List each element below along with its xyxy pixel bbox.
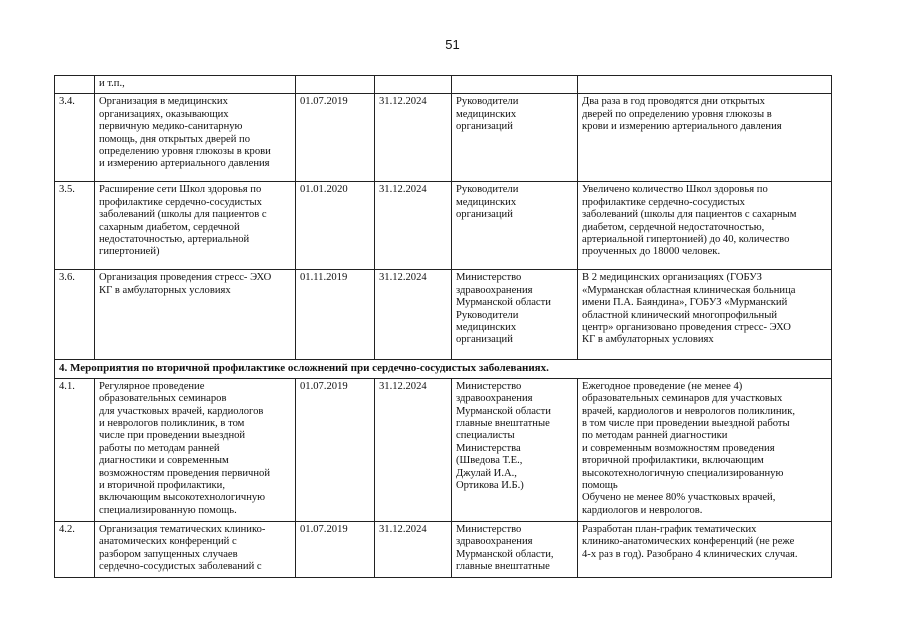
cell-measure-name: Организация в медицинских организациях, оказывающих первичную медико-санитарную помощь, дня открытых дверей по определению уровня глюкозы в крови и измерению артериального давления — [95, 94, 296, 182]
cell-end-date: 31.12.2024 — [375, 521, 452, 577]
cell-number — [55, 76, 95, 94]
cell-end-date: 31.12.2024 — [375, 182, 452, 270]
cell-responsible: Руководители медицинских организаций — [452, 94, 578, 182]
table-row — [55, 521, 832, 577]
cell-start-date: 01.11.2019 — [296, 270, 375, 360]
cell-result: Ежегодное проведение (не менее 4) образовательных семинаров для участковых врачей, кардиологов и неврологов поликлиник, в том числе при проведении выездной работы по методам ранней диагностики и современным возможностям проведения вторичной профилактики, включающим высокотехнологичную специализированную помощь Обучено не менее 80% участковых врачей, кардиологов и неврологов. — [578, 378, 832, 521]
cell-end-date — [375, 76, 452, 94]
cell-end-date: 31.12.2024 — [375, 378, 452, 521]
section-row — [55, 360, 832, 378]
section-heading: 4. Мероприятия по вторичной профилактике осложнений при сердечно-сосудистых заболеваниях. — [55, 360, 832, 378]
table-row — [55, 76, 832, 94]
cell-start-date: 01.07.2019 — [296, 378, 375, 521]
cell-end-date: 31.12.2024 — [375, 270, 452, 360]
cell-responsible: Министерство здравоохранения Мурманской области Руководители медицинских организаций — [452, 270, 578, 360]
cell-measure-name: Расширение сети Школ здоровья по профилактике сердечно-сосудистых заболеваний (школы для пациентов с сахарным диабетом, сердечной недостаточностью, артериальной гипертонией) — [95, 182, 296, 270]
cell-number: 3.4. — [55, 94, 95, 182]
cell-start-date — [296, 76, 375, 94]
cell-responsible: Руководители медицинских организаций — [452, 182, 578, 270]
table-row — [55, 378, 832, 521]
cell-result: В 2 медицинских организациях (ГОБУЗ «Мурманская областная клиническая больница имени П.А. Баяндина», ГОБУЗ «Мурманский областной клинический многопрофильный центр» организовано проведения стресс- ЭХО КГ в амбулаторных условиях — [578, 270, 832, 360]
cell-responsible: Министерство здравоохранения Мурманской области, главные внештатные — [452, 521, 578, 577]
cell-result — [578, 76, 832, 94]
cell-measure-name: Организация проведения стресс- ЭХО КГ в амбулаторных условиях — [95, 270, 296, 360]
cell-measure-name: и т.п., — [95, 76, 296, 94]
cell-start-date: 01.07.2019 — [296, 94, 375, 182]
cell-result: Разработан план-график тематических клинико-анатомических конференций (не реже 4-х раз в год). Разобрано 4 клинических случая. — [578, 521, 832, 577]
cell-end-date: 31.12.2024 — [375, 94, 452, 182]
cell-responsible: Министерство здравоохранения Мурманской области главные внештатные специалисты Министерства (Шведова Т.Е., Джулай И.А., Ортикова И.Б.) — [452, 378, 578, 521]
cell-result: Увеличено количество Школ здоровья по профилактике сердечно-сосудистых заболеваний (школы для пациентов с сахарным диабетом, сердечной недостаточностью, артериальной гипертонией) до 40, количество проученных до 18000 человек. — [578, 182, 832, 270]
cell-number: 4.2. — [55, 521, 95, 577]
table-row — [55, 270, 832, 360]
cell-number: 4.1. — [55, 378, 95, 521]
table-row — [55, 182, 832, 270]
cell-start-date: 01.01.2020 — [296, 182, 375, 270]
page-number: 51 — [445, 37, 460, 52]
cell-number: 3.5. — [55, 182, 95, 270]
measures-table — [54, 75, 832, 578]
cell-responsible — [452, 76, 578, 94]
cell-measure-name: Организация тематических клинико- анатомических конференций с разбором запущенных случаев сердечно-сосудистых заболеваний с — [95, 521, 296, 577]
cell-measure-name: Регулярное проведение образовательных семинаров для участковых врачей, кардиологов и неврологов поликлиник, в том числе при проведении выездной работы по методам ранней диагностики и современным возможностям проведения первичной и вторичной профилактики, включающим высокотехнологичную специализированную помощь. — [95, 378, 296, 521]
cell-number: 3.6. — [55, 270, 95, 360]
cell-result: Два раза в год проводятся дни открытых дверей по определению уровня глюкозы в крови и измерению артериального давления — [578, 94, 832, 182]
table-row — [55, 94, 832, 182]
cell-start-date: 01.07.2019 — [296, 521, 375, 577]
